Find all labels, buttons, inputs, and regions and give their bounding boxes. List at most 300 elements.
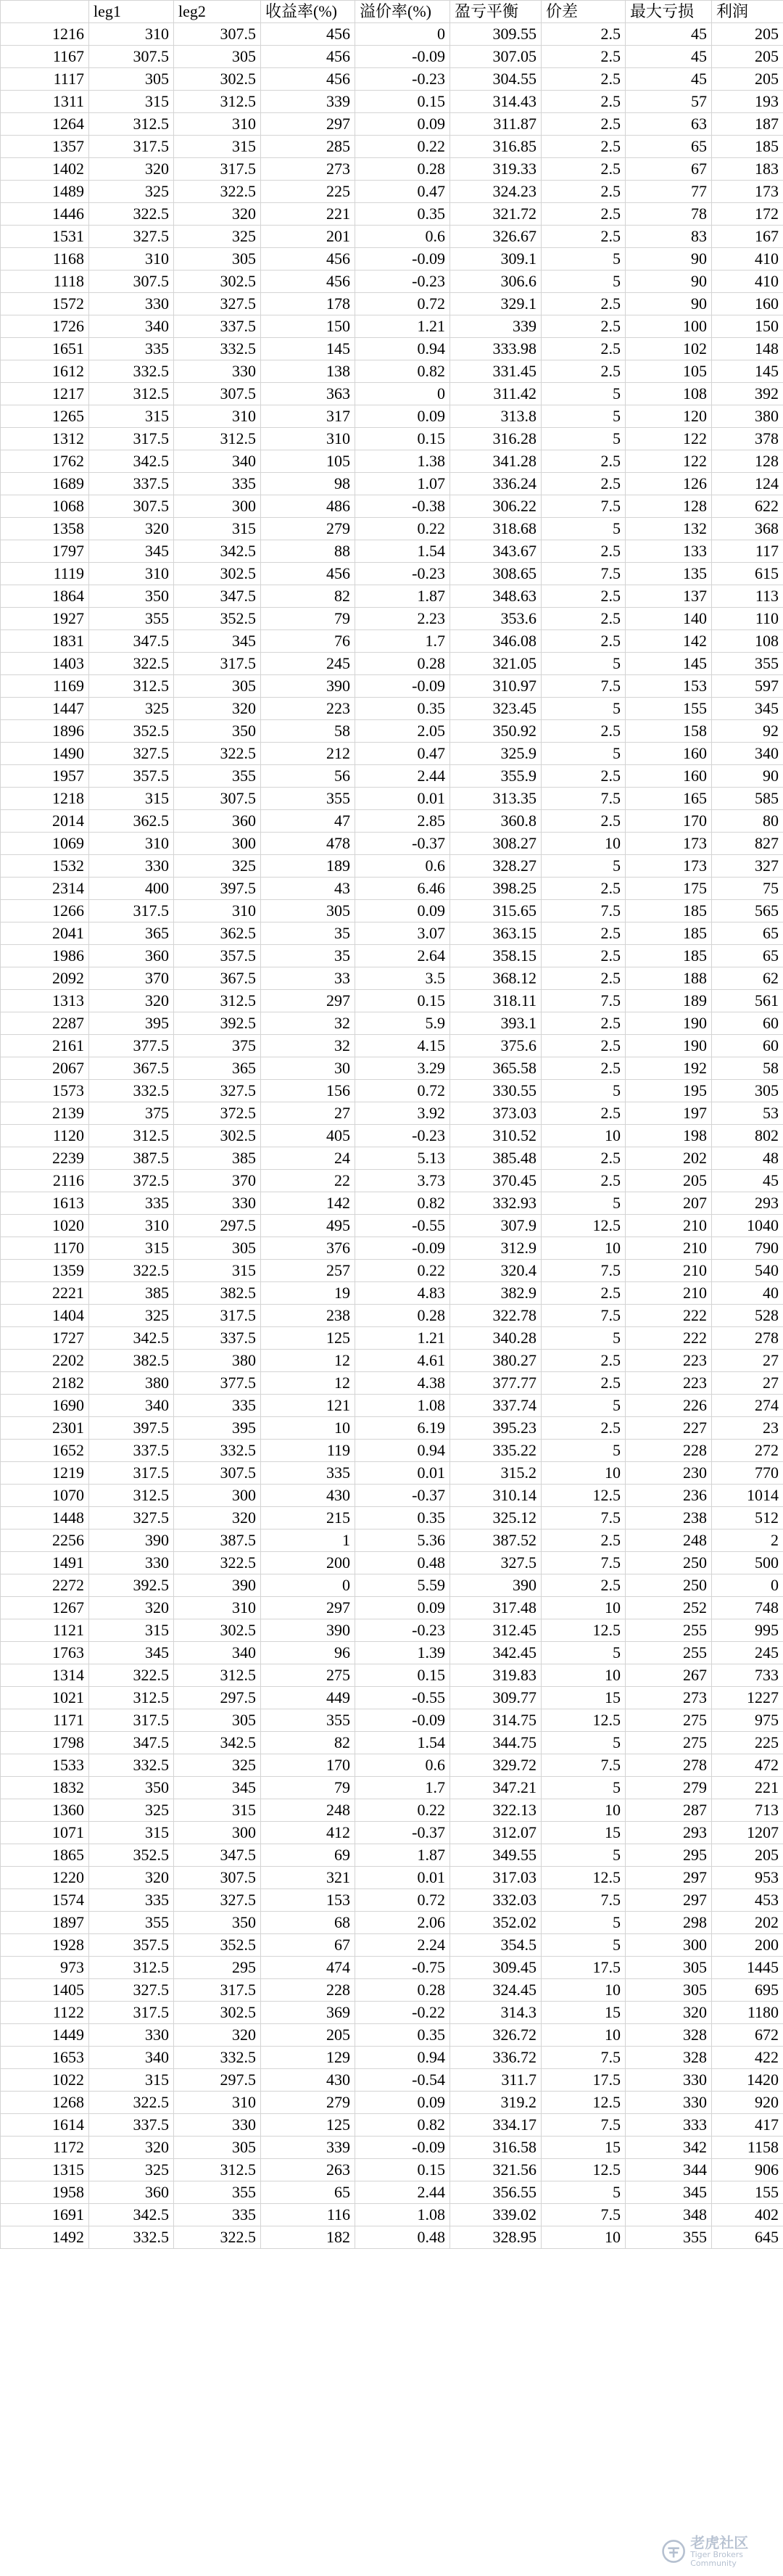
- cell-leg2: 355: [174, 2181, 261, 2204]
- cell-spread: 5: [542, 1192, 626, 1215]
- cell-max-loss: 142: [626, 630, 712, 653]
- cell-premium: 0.15: [355, 428, 450, 450]
- cell-leg1: 335: [89, 338, 174, 360]
- cell-premium: 0.48: [355, 1552, 450, 1574]
- cell-spread: 5: [542, 1642, 626, 1664]
- header-breakeven: 盈亏平衡: [450, 1, 542, 23]
- cell-index: 1267: [1, 1597, 89, 1619]
- cell-spread: 5: [542, 2181, 626, 2204]
- cell-leg1: 330: [89, 293, 174, 315]
- cell-spread: 2.5: [542, 1170, 626, 1192]
- cell-premium: 0.35: [355, 698, 450, 720]
- cell-index: 1690: [1, 1395, 89, 1417]
- cell-yield: 22: [261, 1170, 355, 1192]
- cell-index: 1405: [1, 1979, 89, 2002]
- header-leg2: leg2: [174, 1, 261, 23]
- cell-max-loss: 250: [626, 1574, 712, 1597]
- cell-index: 1864: [1, 585, 89, 608]
- cell-profit: 1040: [712, 1215, 783, 1237]
- cell-profit: 472: [712, 1754, 783, 1777]
- cell-yield: 24: [261, 1147, 355, 1170]
- cell-leg2: 342.5: [174, 540, 261, 563]
- table-row: [1, 1170, 783, 1192]
- cell-spread: 10: [542, 2226, 626, 2249]
- cell-spread: 2.5: [542, 630, 626, 653]
- table-row: [1, 1440, 783, 1462]
- cell-yield: 221: [261, 203, 355, 226]
- cell-yield: 339: [261, 2137, 355, 2159]
- cell-spread: 5: [542, 428, 626, 450]
- cell-leg1: 392.5: [89, 1574, 174, 1597]
- cell-leg1: 325: [89, 698, 174, 720]
- cell-leg2: 315: [174, 518, 261, 540]
- cell-yield: 297: [261, 990, 355, 1012]
- cell-index: 1217: [1, 383, 89, 405]
- cell-breakeven: 312.45: [450, 1619, 542, 1642]
- cell-profit: 1207: [712, 1822, 783, 1844]
- cell-max-loss: 226: [626, 1395, 712, 1417]
- cell-spread: 2.5: [542, 967, 626, 990]
- cell-breakeven: 309.77: [450, 1687, 542, 1709]
- watermark-name: 老虎社区: [690, 2533, 749, 2551]
- cell-premium: 5.13: [355, 1147, 450, 1170]
- cell-breakeven: 390: [450, 1574, 542, 1597]
- cell-breakeven: 382.9: [450, 1282, 542, 1305]
- cell-leg2: 312.5: [174, 428, 261, 450]
- cell-max-loss: 170: [626, 810, 712, 833]
- cell-profit: 183: [712, 158, 783, 181]
- cell-leg1: 312.5: [89, 113, 174, 136]
- cell-spread: 2.5: [542, 473, 626, 495]
- cell-spread: 2.5: [542, 922, 626, 945]
- cell-index: 1531: [1, 226, 89, 248]
- cell-profit: 645: [712, 2226, 783, 2249]
- cell-yield: 129: [261, 2047, 355, 2069]
- cell-premium: 2.44: [355, 2181, 450, 2204]
- cell-breakeven: 331.45: [450, 360, 542, 383]
- cell-premium: 1.21: [355, 1327, 450, 1350]
- cell-leg1: 375: [89, 1102, 174, 1125]
- table-row: [1, 833, 783, 855]
- cell-leg1: 310: [89, 248, 174, 271]
- cell-premium: 0.6: [355, 1754, 450, 1777]
- cell-yield: 96: [261, 1642, 355, 1664]
- cell-spread: 12.5: [542, 1215, 626, 1237]
- cell-leg1: 330: [89, 855, 174, 878]
- cell-premium: 4.38: [355, 1372, 450, 1395]
- table-row: [1, 922, 783, 945]
- cell-yield: 69: [261, 1844, 355, 1867]
- table-row: [1, 1237, 783, 1260]
- cell-leg1: 347.5: [89, 1732, 174, 1754]
- cell-max-loss: 205: [626, 1170, 712, 1192]
- cell-profit: 45: [712, 1170, 783, 1192]
- cell-leg1: 340: [89, 1395, 174, 1417]
- cell-leg1: 317.5: [89, 1462, 174, 1485]
- cell-leg1: 325: [89, 181, 174, 203]
- cell-index: 1573: [1, 1080, 89, 1102]
- cell-breakeven: 340.28: [450, 1327, 542, 1350]
- cell-leg2: 322.5: [174, 1552, 261, 1574]
- table-row: [1, 136, 783, 158]
- cell-yield: 305: [261, 900, 355, 922]
- cell-leg2: 300: [174, 1485, 261, 1507]
- cell-leg2: 332.5: [174, 1440, 261, 1462]
- cell-breakeven: 375.6: [450, 1035, 542, 1057]
- cell-leg1: 342.5: [89, 1327, 174, 1350]
- cell-max-loss: 190: [626, 1035, 712, 1057]
- cell-index: 1021: [1, 1687, 89, 1709]
- cell-profit: 540: [712, 1260, 783, 1282]
- cell-index: 1068: [1, 495, 89, 518]
- cell-spread: 2.5: [542, 1530, 626, 1552]
- cell-profit: 92: [712, 720, 783, 743]
- cell-index: 1831: [1, 630, 89, 653]
- cell-profit: 672: [712, 2024, 783, 2047]
- watermark-sub: Tiger Brokers Community: [690, 2549, 743, 2568]
- cell-leg2: 327.5: [174, 293, 261, 315]
- cell-profit: 392: [712, 383, 783, 405]
- cell-index: 1264: [1, 113, 89, 136]
- cell-spread: 2.5: [542, 68, 626, 91]
- cell-premium: -0.09: [355, 2137, 450, 2159]
- cell-breakeven: 314.43: [450, 91, 542, 113]
- cell-breakeven: 395.23: [450, 1417, 542, 1440]
- cell-yield: 33: [261, 967, 355, 990]
- cell-max-loss: 173: [626, 855, 712, 878]
- cell-leg1: 312.5: [89, 675, 174, 698]
- cell-premium: 0.6: [355, 855, 450, 878]
- table-row: [1, 900, 783, 922]
- cell-leg2: 365: [174, 1057, 261, 1080]
- cell-leg1: 340: [89, 315, 174, 338]
- cell-premium: 4.83: [355, 1282, 450, 1305]
- cell-yield: 178: [261, 293, 355, 315]
- cell-leg1: 355: [89, 608, 174, 630]
- table-row: [1, 1552, 783, 1574]
- cell-profit: 995: [712, 1619, 783, 1642]
- table-row: [1, 2047, 783, 2069]
- cell-leg2: 325: [174, 1754, 261, 1777]
- cell-max-loss: 275: [626, 1709, 712, 1732]
- header-row: [1, 1, 783, 23]
- cell-yield: 47: [261, 810, 355, 833]
- cell-index: 1360: [1, 1799, 89, 1822]
- cell-premium: 0.22: [355, 136, 450, 158]
- cell-yield: 430: [261, 1485, 355, 1507]
- cell-yield: 43: [261, 878, 355, 900]
- cell-breakeven: 365.58: [450, 1057, 542, 1080]
- cell-spread: 12.5: [542, 1709, 626, 1732]
- cell-index: 1265: [1, 405, 89, 428]
- cell-breakeven: 346.08: [450, 630, 542, 653]
- cell-yield: 65: [261, 2181, 355, 2204]
- cell-index: 1957: [1, 765, 89, 788]
- cell-spread: 5: [542, 855, 626, 878]
- cell-premium: 0.09: [355, 1597, 450, 1619]
- table-row: [1, 1867, 783, 1889]
- cell-spread: 2.5: [542, 720, 626, 743]
- cell-breakeven: 319.2: [450, 2092, 542, 2114]
- table-row: [1, 855, 783, 878]
- cell-spread: 5: [542, 743, 626, 765]
- cell-premium: 1.7: [355, 1777, 450, 1799]
- cell-leg2: 385: [174, 1147, 261, 1170]
- cell-index: 1448: [1, 1507, 89, 1530]
- cell-leg2: 322.5: [174, 181, 261, 203]
- cell-max-loss: 328: [626, 2047, 712, 2069]
- cell-yield: 12: [261, 1350, 355, 1372]
- table-row: [1, 1754, 783, 1777]
- cell-leg2: 392.5: [174, 1012, 261, 1035]
- table-row: [1, 1934, 783, 1957]
- cell-breakeven: 329.1: [450, 293, 542, 315]
- cell-leg2: 375: [174, 1035, 261, 1057]
- cell-premium: 0.15: [355, 2159, 450, 2181]
- table-row: [1, 68, 783, 91]
- cell-breakeven: 307.9: [450, 1215, 542, 1237]
- cell-yield: 257: [261, 1260, 355, 1282]
- cell-premium: 0.09: [355, 405, 450, 428]
- cell-breakeven: 320.4: [450, 1260, 542, 1282]
- cell-leg1: 305: [89, 68, 174, 91]
- cell-spread: 7.5: [542, 1507, 626, 1530]
- cell-index: 1896: [1, 720, 89, 743]
- cell-leg2: 315: [174, 1799, 261, 1822]
- cell-yield: 339: [261, 91, 355, 113]
- cell-max-loss: 342: [626, 2137, 712, 2159]
- cell-premium: -0.54: [355, 2069, 450, 2092]
- cell-yield: 212: [261, 743, 355, 765]
- cell-max-loss: 83: [626, 226, 712, 248]
- table-row: [1, 495, 783, 518]
- cell-leg1: 312.5: [89, 1687, 174, 1709]
- cell-index: 1122: [1, 2002, 89, 2024]
- cell-premium: -0.37: [355, 1485, 450, 1507]
- cell-leg1: 370: [89, 967, 174, 990]
- cell-profit: 906: [712, 2159, 783, 2181]
- table-row: [1, 338, 783, 360]
- cell-breakeven: 321.56: [450, 2159, 542, 2181]
- cell-leg2: 312.5: [174, 2159, 261, 2181]
- cell-spread: 2.5: [542, 226, 626, 248]
- cell-breakeven: 326.72: [450, 2024, 542, 2047]
- cell-yield: 225: [261, 181, 355, 203]
- cell-premium: 2.64: [355, 945, 450, 967]
- cell-profit: 245: [712, 1642, 783, 1664]
- cell-max-loss: 287: [626, 1799, 712, 1822]
- cell-premium: 0.22: [355, 518, 450, 540]
- cell-premium: 1.21: [355, 315, 450, 338]
- cell-leg1: 312.5: [89, 1957, 174, 1979]
- cell-leg1: 317.5: [89, 2002, 174, 2024]
- cell-leg2: 300: [174, 1822, 261, 1844]
- cell-spread: 7.5: [542, 900, 626, 922]
- cell-profit: 293: [712, 1192, 783, 1215]
- cell-premium: 0: [355, 383, 450, 405]
- cell-breakeven: 306.6: [450, 271, 542, 293]
- cell-spread: 2.5: [542, 540, 626, 563]
- cell-yield: 412: [261, 1822, 355, 1844]
- table-row: [1, 2137, 783, 2159]
- cell-spread: 12.5: [542, 2092, 626, 2114]
- table-row: [1, 293, 783, 315]
- cell-spread: 17.5: [542, 1957, 626, 1979]
- cell-yield: 156: [261, 1080, 355, 1102]
- cell-yield: 189: [261, 855, 355, 878]
- cell-premium: 0.82: [355, 2114, 450, 2137]
- cell-max-loss: 275: [626, 1732, 712, 1754]
- cell-index: 1358: [1, 518, 89, 540]
- cell-max-loss: 133: [626, 540, 712, 563]
- cell-leg1: 335: [89, 1192, 174, 1215]
- cell-premium: -0.22: [355, 2002, 450, 2024]
- cell-premium: 0.72: [355, 1080, 450, 1102]
- cell-leg2: 322.5: [174, 2226, 261, 2249]
- cell-breakeven: 318.11: [450, 990, 542, 1012]
- table-row: [1, 1642, 783, 1664]
- cell-leg1: 397.5: [89, 1417, 174, 1440]
- cell-profit: 733: [712, 1664, 783, 1687]
- cell-max-loss: 160: [626, 765, 712, 788]
- cell-premium: -0.23: [355, 68, 450, 91]
- cell-yield: 263: [261, 2159, 355, 2181]
- cell-profit: 27: [712, 1372, 783, 1395]
- cell-max-loss: 227: [626, 1417, 712, 1440]
- cell-premium: 0.15: [355, 1664, 450, 1687]
- cell-yield: 27: [261, 1102, 355, 1125]
- cell-leg2: 367.5: [174, 967, 261, 990]
- table-row: [1, 2226, 783, 2249]
- cell-spread: 7.5: [542, 1889, 626, 1912]
- cell-spread: 7.5: [542, 2204, 626, 2226]
- cell-max-loss: 198: [626, 1125, 712, 1147]
- cell-leg1: 317.5: [89, 136, 174, 158]
- cell-yield: 238: [261, 1305, 355, 1327]
- cell-breakeven: 307.05: [450, 46, 542, 68]
- cell-max-loss: 67: [626, 158, 712, 181]
- cell-max-loss: 122: [626, 450, 712, 473]
- cell-index: 1798: [1, 1732, 89, 1754]
- cell-index: 1689: [1, 473, 89, 495]
- header-index: [1, 1, 89, 23]
- cell-max-loss: 344: [626, 2159, 712, 2181]
- cell-index: 2256: [1, 1530, 89, 1552]
- cell-breakeven: 316.85: [450, 136, 542, 158]
- cell-index: 1219: [1, 1462, 89, 1485]
- cell-max-loss: 297: [626, 1867, 712, 1889]
- cell-premium: 0.35: [355, 203, 450, 226]
- cell-leg1: 332.5: [89, 2226, 174, 2249]
- cell-leg1: 315: [89, 1822, 174, 1844]
- cell-index: 1691: [1, 2204, 89, 2226]
- cell-spread: 2.5: [542, 360, 626, 383]
- cell-index: 1020: [1, 1215, 89, 1237]
- cell-yield: 215: [261, 1507, 355, 1530]
- cell-max-loss: 120: [626, 405, 712, 428]
- cell-profit: 172: [712, 203, 783, 226]
- table-row: [1, 1260, 783, 1282]
- cell-breakeven: 325.12: [450, 1507, 542, 1530]
- table-row: [1, 1687, 783, 1709]
- cell-max-loss: 57: [626, 91, 712, 113]
- cell-spread: 5: [542, 653, 626, 675]
- cell-index: 1312: [1, 428, 89, 450]
- cell-index: 2092: [1, 967, 89, 990]
- table-row: [1, 2002, 783, 2024]
- cell-leg1: 315: [89, 2069, 174, 2092]
- cell-leg1: 320: [89, 158, 174, 181]
- cell-profit: 80: [712, 810, 783, 833]
- table-row: [1, 810, 783, 833]
- cell-profit: 528: [712, 1305, 783, 1327]
- cell-spread: 2.5: [542, 1282, 626, 1305]
- cell-yield: 200: [261, 1552, 355, 1574]
- cell-profit: 368: [712, 518, 783, 540]
- cell-premium: -0.09: [355, 248, 450, 271]
- cell-yield: 105: [261, 450, 355, 473]
- cell-premium: 4.61: [355, 1350, 450, 1372]
- table-row: [1, 203, 783, 226]
- cell-spread: 2.5: [542, 338, 626, 360]
- cell-breakeven: 327.5: [450, 1552, 542, 1574]
- cell-leg2: 342.5: [174, 1732, 261, 1754]
- cell-yield: 449: [261, 1687, 355, 1709]
- cell-leg2: 357.5: [174, 945, 261, 967]
- cell-premium: -0.23: [355, 271, 450, 293]
- cell-leg2: 310: [174, 113, 261, 136]
- cell-max-loss: 128: [626, 495, 712, 518]
- cell-max-loss: 108: [626, 383, 712, 405]
- cell-yield: 321: [261, 1867, 355, 1889]
- table-row: [1, 2181, 783, 2204]
- table-row: [1, 1664, 783, 1687]
- cell-profit: 167: [712, 226, 783, 248]
- cell-max-loss: 207: [626, 1192, 712, 1215]
- cell-breakeven: 334.17: [450, 2114, 542, 2137]
- cell-profit: 205: [712, 23, 783, 46]
- cell-premium: 0.82: [355, 1192, 450, 1215]
- cell-premium: 0.15: [355, 91, 450, 113]
- table-row: [1, 226, 783, 248]
- cell-max-loss: 328: [626, 2024, 712, 2047]
- cell-breakeven: 363.15: [450, 922, 542, 945]
- table-row: [1, 518, 783, 540]
- table-row: [1, 1957, 783, 1979]
- cell-yield: 355: [261, 1709, 355, 1732]
- cell-profit: 60: [712, 1012, 783, 1035]
- cell-premium: -0.23: [355, 563, 450, 585]
- cell-leg1: 337.5: [89, 1440, 174, 1462]
- cell-premium: 2.24: [355, 1934, 450, 1957]
- cell-breakeven: 317.03: [450, 1867, 542, 1889]
- cell-profit: 975: [712, 1709, 783, 1732]
- cell-leg1: 400: [89, 878, 174, 900]
- table-row: [1, 1305, 783, 1327]
- cell-premium: 3.92: [355, 1102, 450, 1125]
- cell-index: 2301: [1, 1417, 89, 1440]
- cell-index: 2202: [1, 1350, 89, 1372]
- cell-breakeven: 309.45: [450, 1957, 542, 1979]
- cell-index: 1314: [1, 1664, 89, 1687]
- cell-max-loss: 345: [626, 2181, 712, 2204]
- cell-spread: 2.5: [542, 23, 626, 46]
- cell-max-loss: 228: [626, 1440, 712, 1462]
- cell-breakeven: 309.1: [450, 248, 542, 271]
- cell-max-loss: 223: [626, 1350, 712, 1372]
- cell-spread: 10: [542, 1597, 626, 1619]
- cell-premium: 2.23: [355, 608, 450, 630]
